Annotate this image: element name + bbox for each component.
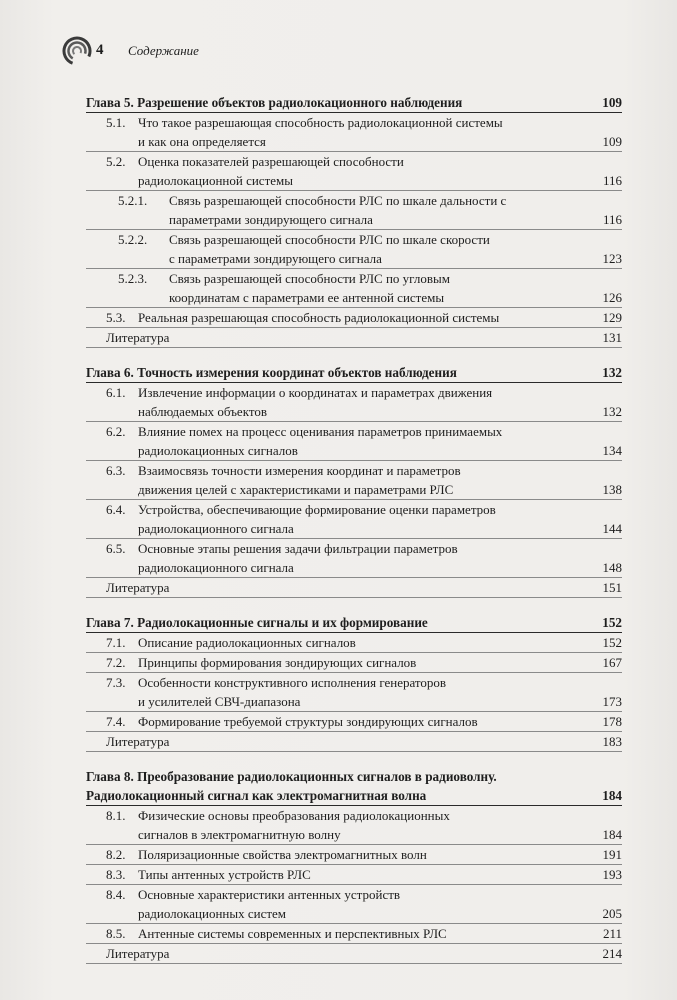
section-page-number: 138 bbox=[602, 482, 622, 497]
section-number: 8.4. bbox=[106, 887, 126, 902]
section-title-line: Реальная разрешающая способность радиолокационной системы bbox=[138, 310, 500, 325]
section-page-number: 152 bbox=[602, 635, 622, 650]
toc-entry bbox=[86, 653, 622, 673]
chapter-title-line: Глава 5. Разрешение объектов радиолокационного наблюдения bbox=[86, 95, 463, 110]
section-page-number: 211 bbox=[602, 926, 622, 941]
chapter-page-number: 109 bbox=[602, 95, 622, 110]
section-title-line: сигналов в электромагнитную волну bbox=[138, 827, 341, 842]
section-page-number: 129 bbox=[602, 310, 622, 325]
toc-entry bbox=[86, 461, 622, 500]
publisher-logo-icon bbox=[62, 36, 92, 66]
section-number: 5.3. bbox=[106, 310, 126, 325]
table-of-contents bbox=[86, 93, 622, 964]
toc-entry bbox=[86, 633, 622, 653]
toc-entry bbox=[86, 308, 622, 328]
section-number: 6.4. bbox=[106, 502, 126, 517]
chapter-spacer bbox=[86, 598, 622, 613]
section-title-line: и как она определяется bbox=[138, 134, 266, 149]
section-title-line: Описание радиолокационных сигналов bbox=[138, 635, 356, 650]
toc-entry bbox=[86, 422, 622, 461]
section-title-line: Физические основы преобразования радиолокационных bbox=[138, 808, 450, 823]
section-title-line: радиолокационной системы bbox=[138, 173, 293, 188]
section-title-line: наблюдаемых объектов bbox=[138, 404, 267, 419]
chapter-title bbox=[86, 613, 622, 633]
section-page-number: 126 bbox=[602, 290, 622, 305]
section-title-line: радиолокационных систем bbox=[138, 906, 287, 921]
chapter bbox=[86, 363, 622, 598]
section-number: 5.1. bbox=[106, 115, 126, 130]
section-title-line: радиолокационных сигналов bbox=[138, 443, 298, 458]
section-title-line: Влияние помех на процесс оценивания параметров принимаемых bbox=[138, 424, 503, 439]
section-title-line: Поляризационные свойства электромагнитных волн bbox=[138, 847, 427, 862]
section-title-line: радиолокационного сигнала bbox=[138, 521, 294, 536]
section-title-line: Оценка показателей разрешающей способности bbox=[138, 154, 404, 169]
section-number: 5.2.2. bbox=[118, 232, 148, 247]
section-number: 7.4. bbox=[106, 714, 126, 729]
section-page-number: 148 bbox=[602, 560, 622, 575]
section-page-number: 191 bbox=[602, 847, 622, 862]
section-title-line: Особенности конструктивного исполнения генераторов bbox=[138, 675, 447, 690]
section-number: 7.1. bbox=[106, 635, 126, 650]
section-number: 7.2. bbox=[106, 655, 126, 670]
toc-entry bbox=[86, 885, 622, 924]
toc-entry bbox=[86, 152, 622, 191]
toc-entry bbox=[86, 113, 622, 152]
section-title-line: Связь разрешающей способности РЛС по шкале скорости bbox=[169, 232, 490, 247]
section-number: 8.3. bbox=[106, 867, 126, 882]
section-title-line: Извлечение информации о координатах и параметрах движения bbox=[138, 385, 493, 400]
section-title-line: Основные этапы решения задачи фильтрации параметров bbox=[138, 541, 458, 556]
toc-entry bbox=[86, 500, 622, 539]
section-page-number: 167 bbox=[602, 655, 622, 670]
chapter-title-line: Глава 8. Преобразование радиолокационных сигналов в радиоволну. bbox=[86, 769, 497, 784]
chapter bbox=[86, 93, 622, 348]
section-title-line: радиолокационного сигнала bbox=[138, 560, 294, 575]
section-number: 6.2. bbox=[106, 424, 126, 439]
section-title-line: движения целей с характеристиками и параметрами РЛС bbox=[138, 482, 454, 497]
section-page-number: 214 bbox=[602, 946, 622, 961]
literature-entry bbox=[86, 944, 622, 964]
literature-entry bbox=[86, 732, 622, 752]
toc-entry bbox=[86, 806, 622, 845]
section-page-number: 116 bbox=[602, 212, 622, 227]
toc-entry bbox=[86, 865, 622, 885]
section-title-line: Взаимосвязь точности измерения координат и параметров bbox=[138, 463, 461, 478]
section-title-line: Основные характеристики антенных устройств bbox=[138, 887, 401, 902]
chapter bbox=[86, 613, 622, 752]
chapter bbox=[86, 767, 622, 964]
chapter-title bbox=[86, 93, 622, 113]
section-title-line: Принципы формирования зондирующих сигналов bbox=[138, 655, 417, 670]
section-number: 5.2. bbox=[106, 154, 126, 169]
chapter-spacer bbox=[86, 348, 622, 363]
toc-entry bbox=[86, 230, 622, 269]
section-page-number: 131 bbox=[602, 330, 622, 345]
toc-entry bbox=[86, 383, 622, 422]
section-title-line: и усилителей СВЧ-диапазона bbox=[138, 694, 301, 709]
section-title-line: Формирование требуемой структуры зондирующих сигналов bbox=[138, 714, 478, 729]
section-page-number: 109 bbox=[602, 134, 622, 149]
chapter-title-line: Радиолокационный сигнал как электромагнитная волна bbox=[86, 788, 427, 803]
section-title-line: с параметрами зондирующего сигнала bbox=[169, 251, 382, 266]
literature-entry bbox=[86, 328, 622, 348]
section-title-line: Связь разрешающей способности РЛС по шкале дальности с bbox=[169, 193, 507, 208]
section-page-number: 151 bbox=[602, 580, 622, 595]
chapter-spacer bbox=[86, 752, 622, 767]
chapter-title bbox=[86, 767, 622, 806]
toc-entry bbox=[86, 191, 622, 230]
section-page-number: 132 bbox=[602, 404, 622, 419]
chapter-page-number: 184 bbox=[602, 788, 622, 803]
toc-entry bbox=[86, 712, 622, 732]
section-number: 6.1. bbox=[106, 385, 126, 400]
section-title-line: координатам с параметрами ее антенной системы bbox=[169, 290, 445, 305]
toc-entry bbox=[86, 269, 622, 308]
toc-entry bbox=[86, 673, 622, 712]
section-page-number: 144 bbox=[602, 521, 622, 536]
chapter-title-line: Глава 7. Радиолокационные сигналы и их формирование bbox=[86, 615, 428, 630]
section-title-line: Литература bbox=[106, 330, 170, 345]
section-page-number: 173 bbox=[602, 694, 622, 709]
section-page-number: 116 bbox=[602, 173, 622, 188]
section-number: 6.5. bbox=[106, 541, 126, 556]
section-title-line: Литература bbox=[106, 580, 170, 595]
section-number: 5.2.1. bbox=[118, 193, 148, 208]
section-title-line: параметрами зондирующего сигнала bbox=[169, 212, 373, 227]
toc-entry bbox=[86, 924, 622, 944]
section-title-line: Литература bbox=[106, 946, 170, 961]
chapter-page-number: 132 bbox=[602, 365, 622, 380]
section-number: 8.5. bbox=[106, 926, 126, 941]
section-number: 8.2. bbox=[106, 847, 126, 862]
section-page-number: 193 bbox=[602, 867, 622, 882]
section-page-number: 184 bbox=[602, 827, 622, 842]
section-page-number: 183 bbox=[602, 734, 622, 749]
section-number: 5.2.3. bbox=[118, 271, 148, 286]
section-title-line: Литература bbox=[106, 734, 170, 749]
running-title: Содержание bbox=[128, 43, 199, 58]
section-number: 8.1. bbox=[106, 808, 126, 823]
chapter-title-line: Глава 6. Точность измерения координат объектов наблюдения bbox=[86, 365, 457, 380]
section-page-number: 205 bbox=[602, 906, 622, 921]
literature-entry bbox=[86, 578, 622, 598]
section-number: 7.3. bbox=[106, 675, 126, 690]
chapter-title bbox=[86, 363, 622, 383]
section-page-number: 134 bbox=[602, 443, 622, 458]
section-title-line: Устройства, обеспечивающие формирование оценки параметров bbox=[138, 502, 496, 517]
section-page-number: 123 bbox=[602, 251, 622, 266]
section-title-line: Типы антенных устройств РЛС bbox=[138, 867, 311, 882]
toc-entry bbox=[86, 539, 622, 578]
page-header bbox=[62, 36, 622, 66]
section-page-number: 178 bbox=[602, 714, 622, 729]
section-title-line: Антенные системы современных и перспективных РЛС bbox=[138, 926, 447, 941]
section-title-line: Связь разрешающей способности РЛС по угловым bbox=[169, 271, 450, 286]
section-title-line: Что такое разрешающая способность радиолокационной системы bbox=[138, 115, 503, 130]
chapter-page-number: 152 bbox=[602, 615, 622, 630]
section-number: 6.3. bbox=[106, 463, 126, 478]
toc-entry bbox=[86, 845, 622, 865]
page-number: 4 bbox=[96, 42, 104, 58]
